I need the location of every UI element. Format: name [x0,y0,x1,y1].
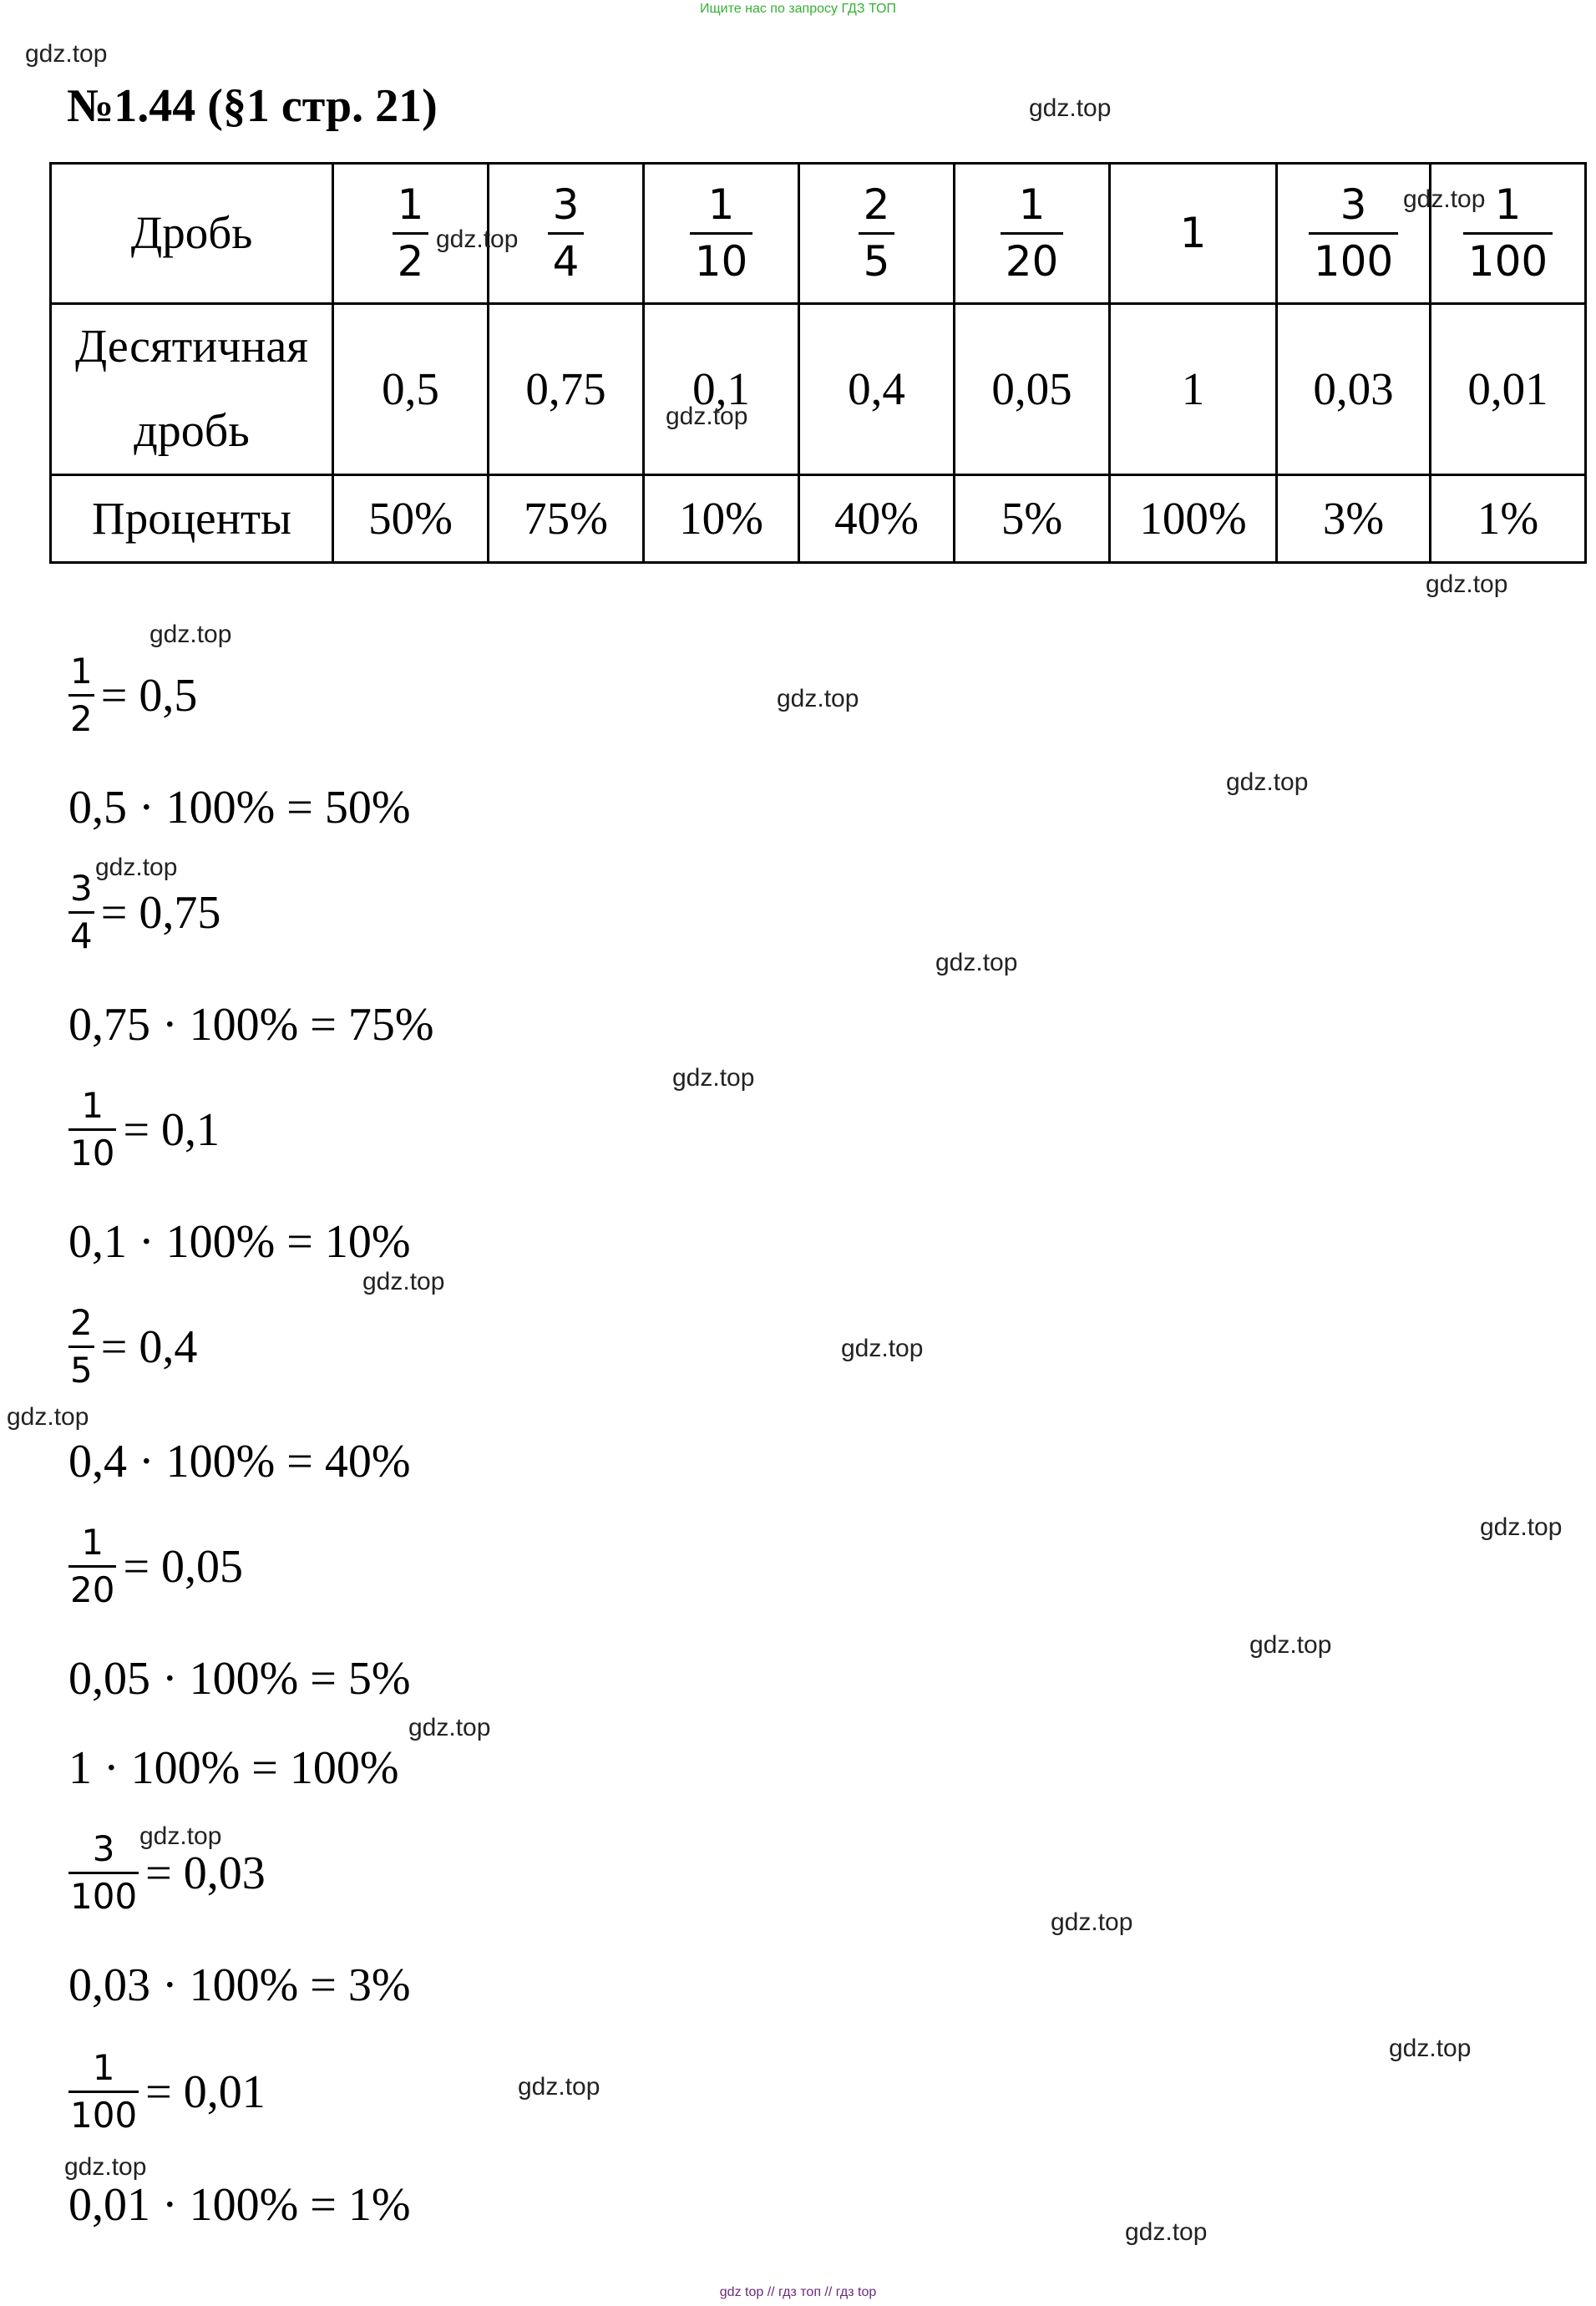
watermark: gdz.top [64,2153,147,2181]
fraction-cell: $\frac{1}{20}$ [955,164,1110,304]
fraction-cell: $\frac{1}{2}$ [333,164,489,304]
watermark: gdz.top [1480,1513,1563,1541]
fraction-cell: $\frac{1}{100}$ [1431,164,1586,304]
percent-cell: 5% [955,475,1110,563]
solution-percent-line: 1 · 100% = 100% [68,1742,399,1794]
watermark: gdz.top [1051,1908,1133,1936]
fraction-cell: $\frac{3}{100}$ [1277,164,1431,304]
solution-percent-line: 0,05 · 100% = 5% [68,1653,411,1705]
percent-row [51,475,1586,563]
fraction-cell: $\frac{1}{10}$ [644,164,799,304]
solution-percent-line: 0,5 · 100% = 50% [68,782,411,834]
decimal-cell: 0,01 [1431,304,1586,475]
solution-fraction-line: $\frac{2}{5}$ = 0,4 [70,1302,198,1391]
watermark: gdz.top [1426,570,1508,598]
fraction-cell: $\frac{3}{4}$ [489,164,644,304]
watermark: gdz.top [25,40,108,68]
percent-cell: 40% [799,475,955,563]
decimal-cell: 0,1 [644,304,799,475]
row-label-decimal: Десятичная дробь [51,304,333,475]
solution-percent-line: 0,1 · 100% = 10% [68,1216,411,1268]
percent-cell: 10% [644,475,799,563]
watermark: gdz.top [841,1335,924,1362]
fraction-row [51,164,1586,304]
conversion-table [49,162,1587,564]
watermark: gdz.top [777,685,859,712]
solution-fraction-line: $\frac{1}{100}$ = 0,01 [70,2047,266,2136]
percent-cell: 3% [1277,475,1431,563]
decimal-cell: 0,5 [333,304,489,475]
solution-fraction-line: $\frac{3}{4}$ = 0,75 [70,868,221,957]
watermark: gdz.top [518,2073,600,2101]
watermark: gdz.top [1389,2035,1472,2062]
row-label-fraction: Дробь [51,164,333,304]
watermark: gdz.top [149,621,232,648]
decimal-cell: 0,05 [955,304,1110,475]
percent-cell: 75% [489,475,644,563]
watermark: gdz.top [935,949,1018,976]
solution-percent-line: 0,01 · 100% = 1% [68,2179,411,2231]
solution-percent-line: 0,03 · 100% = 3% [68,1959,411,2011]
search-banner: Ищите нас по запросу ГДЗ ТОП [700,2,896,16]
watermark: gdz.top [666,403,748,430]
decimal-cell: 0,75 [489,304,644,475]
watermark: gdz.top [1249,1631,1332,1659]
decimal-cell: 1 [1110,304,1277,475]
watermark: gdz.top [408,1714,491,1741]
decimal-row [51,304,1586,475]
decimal-cell: 0,03 [1277,304,1431,475]
page-title: №1.44 (§1 стр. 21) [67,80,438,132]
watermark: gdz.top [139,1822,222,1850]
solution-percent-line: 0,4 · 100% = 40% [68,1436,411,1487]
watermark: gdz.top [1029,94,1112,122]
watermark: gdz.top [1125,2218,1208,2246]
percent-cell: 50% [333,475,489,563]
fraction-cell: 1 [1110,164,1277,304]
watermark: gdz.top [672,1064,755,1092]
percent-cell: 100% [1110,475,1277,563]
row-label-percent: Проценты [51,475,333,563]
watermark: gdz.top [1226,768,1309,796]
percent-cell: 1% [1431,475,1586,563]
solution-percent-line: 0,75 · 100% = 75% [68,999,434,1051]
solution-fraction-line: $\frac{1}{10}$ = 0,1 [70,1085,220,1174]
decimal-cell: 0,4 [799,304,955,475]
solution-fraction-line: $\frac{1}{20}$ = 0,05 [70,1522,244,1611]
solution-fraction-line: $\frac{3}{100}$ = 0,03 [70,1828,266,1918]
watermark: gdz.top [7,1403,89,1431]
fraction-cell: $\frac{2}{5}$ [799,164,955,304]
footer: gdz top // гдз топ // гдз top [719,2285,877,2299]
watermark: gdz.top [436,226,519,253]
watermark: gdz.top [362,1268,445,1295]
solution-fraction-line: $\frac{1}{2}$ = 0,5 [70,651,198,740]
watermark: gdz.top [95,854,178,881]
watermark: gdz.top [1403,185,1486,213]
